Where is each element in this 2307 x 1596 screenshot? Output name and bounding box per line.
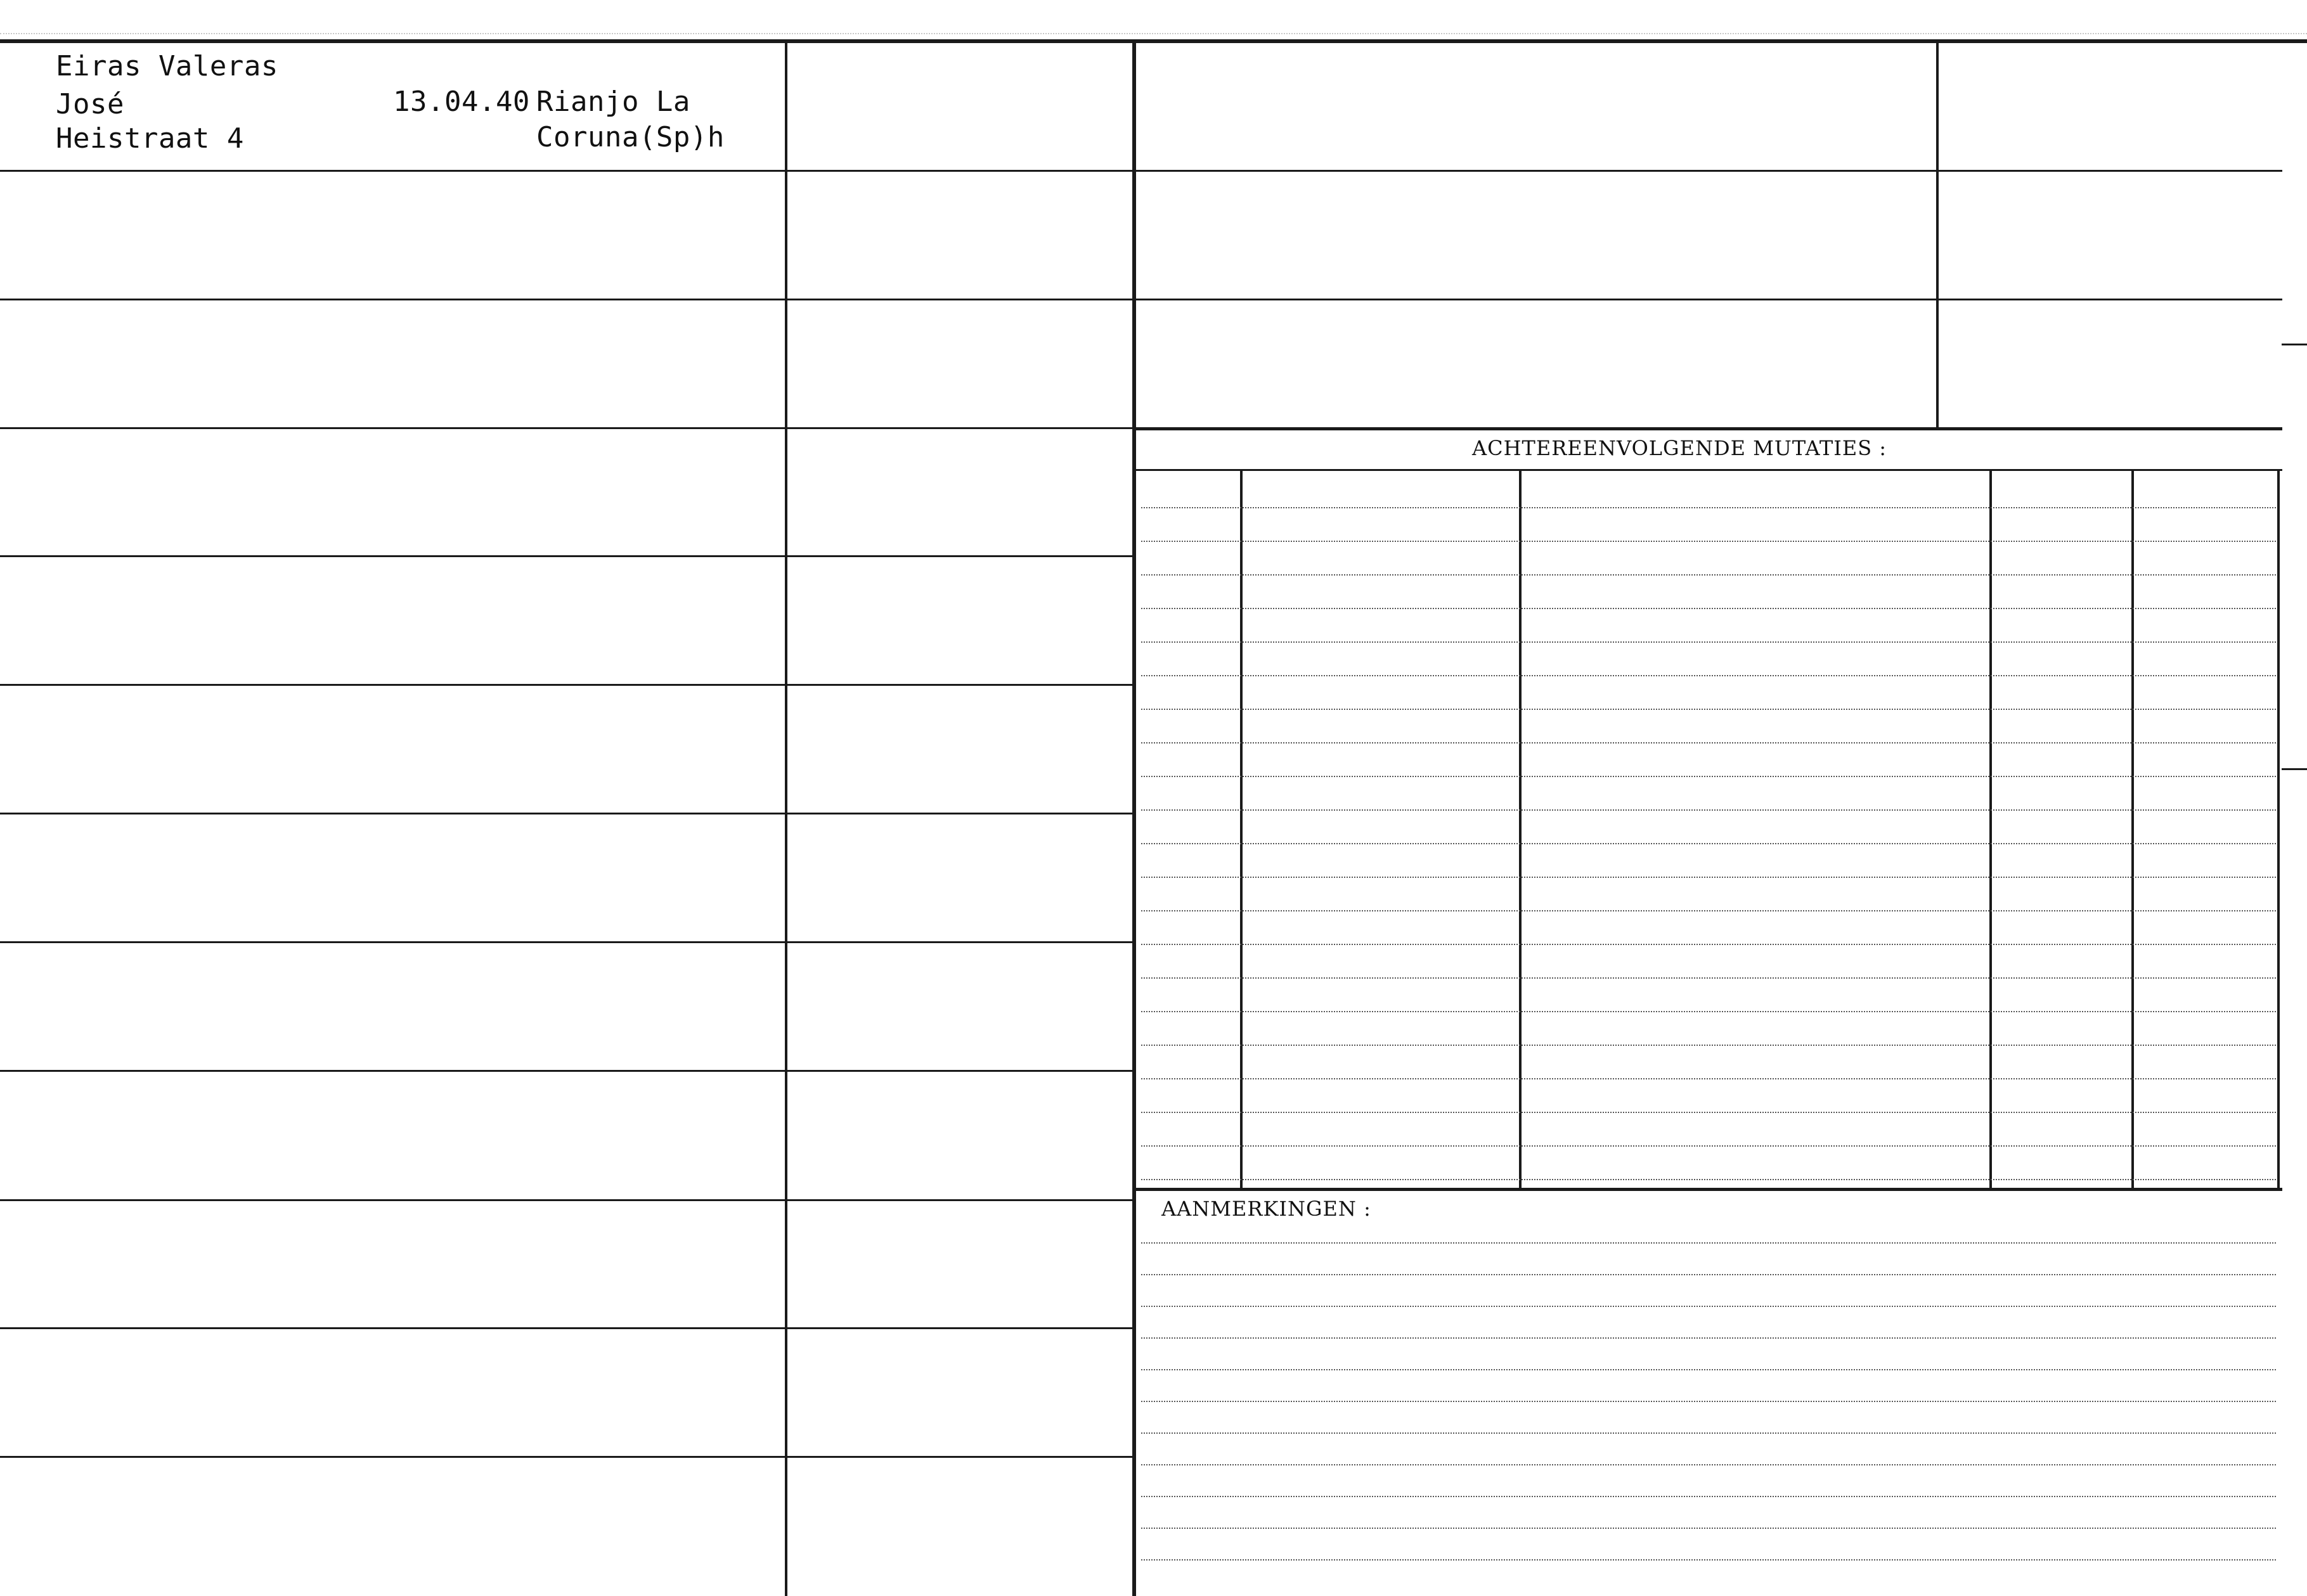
mutation-ruled-line <box>1141 608 2276 609</box>
torn-top-edge <box>0 19 2307 34</box>
card-top-border <box>0 39 2307 43</box>
mutation-ruled-line <box>1141 709 2276 710</box>
remark-ruled-line <box>1141 1432 2276 1434</box>
remarks-heading: AANMERKINGEN : <box>1161 1197 1371 1221</box>
mutation-ruled-line <box>1141 809 2276 811</box>
remark-ruled-line <box>1141 1274 2276 1275</box>
left-row-line <box>0 941 1135 943</box>
left-row-line <box>0 1199 1135 1201</box>
edge-tick-mark <box>2282 344 2307 345</box>
left-row-line <box>0 555 1135 557</box>
mutation-ruled-line <box>1141 1045 2276 1046</box>
mutation-ruled-line <box>1141 507 2276 508</box>
mutation-ruled-line <box>1141 776 2276 777</box>
left-row-line <box>0 170 1135 172</box>
mutation-ruled-line <box>1141 1179 2276 1180</box>
birth-place: Rianjo La <box>536 86 690 118</box>
mutation-ruled-line <box>1141 742 2276 743</box>
remark-ruled-line <box>1141 1528 2276 1529</box>
mutation-ruled-line <box>1141 977 2276 979</box>
mutation-ruled-line <box>1141 944 2276 945</box>
right-row-line <box>1135 299 2282 300</box>
mutation-ruled-line <box>1141 641 2276 643</box>
first-name: José <box>56 88 124 120</box>
mutations-col-divider <box>1519 470 1522 1188</box>
mutation-ruled-line <box>1141 1078 2276 1079</box>
mutation-ruled-line <box>1141 1011 2276 1012</box>
surname: Eiras Valeras <box>56 50 278 82</box>
left-column-divider <box>785 42 787 1596</box>
left-row-line <box>0 684 1135 686</box>
right-row-line <box>1135 170 2282 172</box>
left-row-line <box>0 427 1135 429</box>
left-row-line <box>0 813 1135 814</box>
left-row-line <box>0 299 1135 300</box>
center-column-divider <box>1132 42 1136 1596</box>
mutations-col-divider <box>1989 470 1992 1188</box>
mutations-col-divider <box>2131 470 2134 1188</box>
mutation-ruled-line <box>1141 574 2276 576</box>
mutation-ruled-line <box>1141 1145 2276 1147</box>
left-row-line <box>0 1327 1135 1329</box>
mutations-right-border <box>2277 470 2280 1188</box>
mutation-ruled-line <box>1141 877 2276 878</box>
mutation-ruled-line <box>1141 675 2276 676</box>
mutation-ruled-line <box>1141 541 2276 542</box>
remark-ruled-line <box>1141 1559 2276 1561</box>
mutations-header-line <box>1135 469 2282 471</box>
left-row-line <box>0 1456 1135 1458</box>
remark-ruled-line <box>1141 1306 2276 1307</box>
birth-place-country: Coruna(Sp)h <box>536 121 725 153</box>
mutations-bottom-border <box>1135 1188 2282 1191</box>
edge-tick-mark <box>2282 768 2307 770</box>
mutation-ruled-line <box>1141 910 2276 911</box>
birth-date: 13.04.40 <box>393 86 530 118</box>
street-address: Heistraat 4 <box>56 122 244 155</box>
mutation-ruled-line <box>1141 1112 2276 1113</box>
mutation-ruled-line <box>1141 843 2276 844</box>
remark-ruled-line <box>1141 1464 2276 1465</box>
right-small-column-divider <box>1936 42 1939 428</box>
remark-ruled-line <box>1141 1337 2276 1339</box>
mutations-col-divider <box>1240 470 1243 1188</box>
remark-ruled-line <box>1141 1496 2276 1497</box>
remark-ruled-line <box>1141 1242 2276 1244</box>
mutations-heading: ACHTEREENVOLGENDE MUTATIES : <box>1472 436 1887 460</box>
remark-ruled-line <box>1141 1369 2276 1370</box>
remark-ruled-line <box>1141 1401 2276 1402</box>
left-row-line <box>0 1070 1135 1072</box>
mutations-top-border <box>1135 427 2282 430</box>
